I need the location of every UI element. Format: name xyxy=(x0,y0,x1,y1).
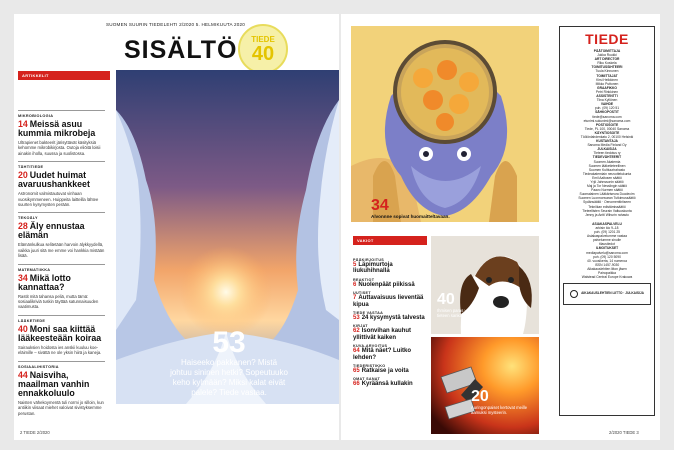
colophon-heading: ASSISTENTTI xyxy=(596,94,618,99)
toc-category: MIKROBIOLOGIA xyxy=(18,114,54,118)
toc-page-number: 64 xyxy=(353,348,360,355)
colophon-line: Aikakauslehtien liiton jäsen xyxy=(587,266,627,271)
colophon-heading: TOIMITUSSIHTEERI xyxy=(591,65,623,70)
colophon-line: Töölönlahdenkatu 2, 00100 Helsinki xyxy=(580,134,634,139)
colophon-box xyxy=(559,26,655,416)
colophon-line: Jenny ja Antti Wihurin rahasto xyxy=(585,212,629,217)
dog-caption-number: 40 xyxy=(437,291,455,308)
toc-category: OMAT SANAT xyxy=(353,377,381,382)
toc-item[interactable] xyxy=(18,361,105,416)
colophon-heading: TIEDEVÄHTEERIT xyxy=(592,155,622,160)
toc-headline xyxy=(18,325,105,343)
colophon-heading: ART DIRECTOR xyxy=(594,57,620,62)
footer-left: 2 TIEDE 2/2020 xyxy=(20,430,50,435)
colophon-line: Riku Koskela xyxy=(597,61,617,66)
photo-caption-text: Haiseeko pakkanen? Mistä johtuu sininen hetki? Sopeutuuko keho kylmään? Miksi kalat eivät palele? Tiede vastaa. xyxy=(170,358,288,397)
toc-item[interactable] xyxy=(18,264,105,310)
toc-headline-text: Kyräänsä kullakin xyxy=(361,381,413,388)
toc-item[interactable] xyxy=(18,110,105,156)
colophon-line: Petri Rinkkinen xyxy=(595,89,619,94)
colophon-line: Tieteen tiedotus ry xyxy=(593,151,621,156)
colophon-lines xyxy=(563,49,651,279)
sun-caption-text: Auringonpaiset kertovat meille aamuksi mysteerin. xyxy=(471,405,528,415)
toc-description: Sairauksien hoidosta ies anskii kuuluu koe-eläimille – sivättä ne ole yksin hiirä ja kaneja. xyxy=(18,344,102,356)
colophon-line: Mikko Puttonen xyxy=(595,81,619,86)
toc-page-number: 5 xyxy=(353,262,357,268)
toc-item[interactable] xyxy=(353,258,425,275)
toc-headline-text: Mikä lotto kannattaa? xyxy=(18,272,71,292)
toc-headline xyxy=(353,348,425,361)
toc-headline-text: Äly ennustaa elämän xyxy=(18,221,85,241)
toc-headline xyxy=(18,274,105,292)
toc-headline xyxy=(353,328,425,341)
toc-description: Rastit mitä tahansa peliä, mutta tämä: sosiaalikriviä tuskin täyttää satunnaisuuden vaatimusta. xyxy=(18,293,99,310)
colophon-line: tiede@sanoma.com xyxy=(592,114,622,119)
toc-category: TIEDE VASTAA xyxy=(353,311,384,316)
toc-headline xyxy=(353,381,425,387)
toc-category: PÄÄKIRJOITUS xyxy=(353,258,385,262)
toc-item[interactable] xyxy=(353,291,425,308)
magnifier-caption[interactable] xyxy=(371,198,451,220)
toc-item[interactable] xyxy=(353,364,425,374)
toc-page-number: 53 xyxy=(353,315,360,322)
section-label-regulars: VAKIOT xyxy=(353,236,427,245)
colophon-line: Tekniikan edistämissäätiö xyxy=(588,204,626,209)
toc-category: KUVA-ARVOITUS xyxy=(353,344,388,349)
toc-category: MATEMATIIKKA xyxy=(18,267,51,272)
beagle-illustration xyxy=(431,236,539,334)
toc-item[interactable] xyxy=(18,315,105,356)
toc-headline-text: Uudet huimat avaruushankkeet xyxy=(18,170,90,190)
toc-headline-text: Nuolenpäät piikissä xyxy=(358,281,415,288)
magnifier-caption-number: 34 xyxy=(371,197,389,214)
articles-toc xyxy=(18,110,105,421)
colophon-line: Yrjö Jahnssonin säätiö xyxy=(590,180,624,184)
toc-item[interactable] xyxy=(353,278,425,288)
toc-page-number: 44 xyxy=(18,369,28,380)
colophon-heading: POSTIOSOITE xyxy=(595,122,619,127)
publisher-mark xyxy=(563,283,651,305)
sun-caption-number: 20 xyxy=(471,388,489,405)
toc-page-number: 34 xyxy=(18,272,28,283)
colophon-line: Painopaikka xyxy=(598,270,616,275)
sun-probe-photo xyxy=(431,337,539,434)
toc-page-number: 6 xyxy=(353,281,357,288)
colophon-line: Tiina Kyllönen xyxy=(596,98,618,103)
toc-category: UUTISET xyxy=(353,291,371,296)
toc-headline xyxy=(353,282,425,288)
toc-description: Ultrapienet bakteerit järisyttävät käsityksiä kehomme mikrobikirjosta. Outoja eliöitä loisii ainakin iholla, suussa ja suolistossa. xyxy=(18,140,101,156)
toc-item[interactable] xyxy=(353,377,425,387)
colophon-line: Suomen Kulttuurirahasto xyxy=(588,167,626,172)
colophon-line: Suomen lääketieteellinen xyxy=(588,163,626,168)
toc-headline xyxy=(18,171,105,189)
toc-category: TEKOÄLY xyxy=(18,216,38,221)
colophon-line: Jukka Ruukki xyxy=(597,53,617,58)
toc-item[interactable] xyxy=(353,311,425,321)
colophon-line: Tuula Kinnunen xyxy=(595,69,619,74)
photo-caption-number: 53 xyxy=(212,326,246,359)
toc-item[interactable] xyxy=(18,161,105,207)
toc-category: KIRJAT xyxy=(353,324,368,329)
toc-item[interactable] xyxy=(18,212,105,258)
right-page xyxy=(341,14,660,440)
colophon-heading: VAIHDE xyxy=(600,102,614,107)
toc-description: Astronomit valmistautuvat vinhaan vuosikymmeneen. Huippeita laitteilla lähtee suurten kysymysten perään. xyxy=(18,191,99,208)
colophon-line: Sydänsäätiö · Oenomenttiriiseen xyxy=(583,200,631,205)
anniversary-badge xyxy=(238,24,288,74)
toc-headline xyxy=(353,368,425,374)
toc-category: LÄÄKETIEDE xyxy=(18,318,46,323)
toc-category: SOSIAALIHISTORIA xyxy=(18,364,59,369)
dog-caption-text: Ihmisen paras ystävä on tieteen sankarin. xyxy=(437,308,483,318)
colophon-heading: ASIAKASPALVELU xyxy=(592,221,622,226)
colophon-line: puh. (09) 120 5090 xyxy=(593,254,621,259)
toc-page-number: 14 xyxy=(18,119,28,129)
solar-probe-illustration xyxy=(431,337,539,434)
colophon-line: 40. vuosikerta, 14 numeroa xyxy=(587,258,627,263)
toc-headline xyxy=(353,262,425,275)
toc-headline-text: 24 kysymystä talvesta xyxy=(361,315,425,322)
publisher-logo-icon xyxy=(570,290,578,298)
colophon-line: arkisin klo 9–18 xyxy=(595,225,619,230)
toc-category: TÄHTITIEDE xyxy=(18,165,44,170)
toc-headline-text: Isonvihan kauhut yllittivät kaiken xyxy=(353,328,412,341)
tiede-logo: TIEDE xyxy=(585,31,629,47)
toc-page-number: 65 xyxy=(353,368,360,375)
colophon-line: tilaustiedot xyxy=(599,242,615,247)
toc-category: TIEDERISTIKKO xyxy=(353,364,386,369)
colophon-line: Emil Aaltosen säätiö xyxy=(592,175,622,180)
colophon-line: Suomen Akatemia xyxy=(593,159,621,164)
colophon-heading: KUSTANTAJA xyxy=(596,139,618,144)
colophon-line: Asiakaspalvelumme vastaa xyxy=(587,234,627,239)
toc-headline-text: Naisviha, maailman vanhin ennakkoluulo xyxy=(18,369,90,398)
toc-item[interactable] xyxy=(353,344,425,361)
issue-line: SUOMEN SUURIN TIEDELEHTI 2/2020 5. HELMIKUUTA 2020 xyxy=(106,22,246,27)
toc-headline-text: Ratkaise ja voita xyxy=(361,368,409,375)
colophon-line: puh. (09) 1201 25 xyxy=(593,230,621,235)
colophon-heading: ILMOITUKSET xyxy=(595,246,619,251)
left-page xyxy=(14,14,339,440)
photo-caption[interactable] xyxy=(170,328,288,398)
toc-description: Naisten vähekoymentä tuli normi jo silloin, kun antiikin viisaat miehet valoivat sivistyksemme perustan. xyxy=(18,399,104,416)
dog-caption[interactable] xyxy=(437,292,485,318)
toc-headline-text: Auttavaisuus lieventää kipua xyxy=(353,295,424,308)
footer-right: 2/2020 TIEDE 3 xyxy=(609,430,639,435)
colophon-line: Tiedeakatemiain neuvottelukunta xyxy=(582,171,632,176)
page-title: SISÄLTÖ xyxy=(124,36,238,64)
colophon-line: Suomalainen Lääkäriseura Duodecim xyxy=(579,192,635,197)
colophon-heading: KÄYNTIOSOITE xyxy=(594,130,620,135)
colophon-heading: GRAAFIKKO xyxy=(597,85,617,90)
publisher-mark-text: AIKAKAUSLEHTIEN LIITTO · JULKAISIJA xyxy=(581,291,644,296)
magnifier-illustration xyxy=(351,26,539,222)
colophon-heading: SÄHKÖPOSTIT xyxy=(595,110,619,115)
section-label-articles: ARTIKKELIT xyxy=(18,71,110,80)
colophon-heading: TOIMITTAJAT xyxy=(596,73,618,78)
colophon-line: Walstead Central Europe Krakowa xyxy=(581,275,633,280)
toc-page-number: 62 xyxy=(353,328,360,335)
colophon-line: Maj ja Tor Nesslingin säätiö xyxy=(586,184,628,189)
toc-page-number: 40 xyxy=(18,323,28,334)
toc-headline-text: Moni saa kiittää lääkeesteään koiraa xyxy=(18,323,102,343)
colophon-line: Sanoma Media Finland Oy xyxy=(587,143,627,148)
colophon-line: Suomen Luonnonvaran Tutkimussäätiö xyxy=(578,196,636,201)
colophon-line: Paavo Nurmen säätiö xyxy=(591,188,623,193)
lottery-brain-illustration xyxy=(351,26,539,222)
regulars-toc xyxy=(353,258,425,391)
colophon-line: Kirsi Heikkinen xyxy=(596,77,618,82)
toc-headline xyxy=(353,315,425,321)
colophon-line: palvelumme sinulle xyxy=(592,238,622,243)
badge-brand: TIEDE xyxy=(251,35,275,44)
colophon-line: Tiede, PL 100, 00040 Sanoma xyxy=(584,126,630,131)
toc-headline-text: Mitä näet? Luitko lehden? xyxy=(353,348,412,361)
colophon-line: Tieteellisten Seurain Valtuuskunta xyxy=(582,208,632,213)
toc-description: Elämänkulkua selitetään harvoin älykkyydellä, vaikka juuri sitä me emme voi hankkia mistään lisää. xyxy=(18,242,105,259)
toc-category: REAKTIOT xyxy=(353,277,375,282)
colophon-heading: PÄÄTOIMITTAJA xyxy=(593,49,621,53)
toc-headline xyxy=(18,222,105,240)
winter-sunset-photo xyxy=(116,70,339,404)
toc-headline xyxy=(18,371,105,398)
badge-years: 40 xyxy=(251,43,275,65)
colophon-line: mediapalvelu@sanoma.com xyxy=(586,250,628,255)
toc-page-number: 20 xyxy=(18,170,28,181)
toc-headline xyxy=(18,120,105,138)
toc-headline xyxy=(353,295,425,308)
colophon-line: puh. (09) 120 51 xyxy=(594,106,620,111)
colophon-line: etunimi.sukunimi@sanoma.com xyxy=(583,118,631,123)
toc-page-number: 7 xyxy=(353,295,357,302)
toc-page-number: 28 xyxy=(18,221,28,232)
sun-caption[interactable] xyxy=(471,389,535,415)
toc-headline-text: Meissä asuu kummia mikrobeja xyxy=(18,119,96,138)
colophon-line: ISSN 1457-9030 xyxy=(594,262,620,267)
beagle-photo xyxy=(431,236,539,334)
toc-headline-text: Läpimurtoja liukuhihnalla xyxy=(353,262,393,275)
toc-item[interactable] xyxy=(353,324,425,341)
colophon-heading: JULKAISIJA xyxy=(597,147,617,152)
magnifier-caption-text: Alvonnne sopivat huomaitteltavaan. xyxy=(371,214,450,219)
toc-page-number: 66 xyxy=(353,381,360,388)
